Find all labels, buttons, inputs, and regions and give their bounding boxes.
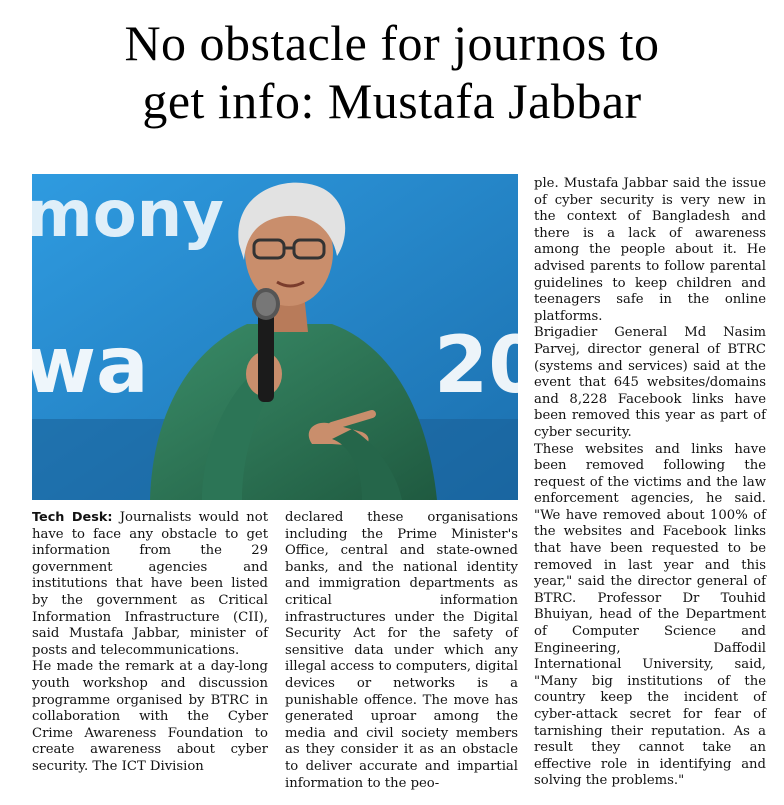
article-paragraph: declared these organisations including the Prime Minister's Office, central and state-owned banks, and the national identity and immigration departments as critical information infrastructures under the Digital Security Act for the safety of sensitive data under which any illegal access to computers, digital devices or networks is a punishable offence. The move has generated uproar among the media and civil society members as they consider it as an obstacle to deliver accurate and impartial information to the peo- [285, 510, 518, 791]
article-column-1 [32, 510, 268, 776]
article-column-2 [285, 510, 518, 792]
article-column-3 [534, 176, 766, 790]
paragraph-text: Journalists would not have to face any obstacle to get information from the 29 government agencies and institutions that have been listed by the government as Critical Information Infrastructure (CII), said Mustafa Jabbar, minister of posts and telecommunications. [32, 510, 268, 658]
backdrop-text-bottom: wa [24, 321, 149, 411]
headline-line-1: No obstacle for journos to [124, 15, 660, 71]
article-paragraph: He made the remark at a day-long youth workshop and discussion programme organised by BTRC in collaboration with the Cyber Crime Awareness Foundation to create awareness about cyber security. The ICT Division [32, 659, 268, 774]
headline-line-2: get info: Mustafa Jabbar [142, 73, 642, 129]
article-photo [24, 174, 543, 500]
article-paragraph: ple. Mustafa Jabbar said the issue of cyber security is very new in the context of Bangladesh and there is a lack of awareness among the people about it. He advised parents to follow parental guidelines to keep children and teenagers safe in the online platforms. [534, 176, 766, 324]
headline [0, 14, 784, 130]
backdrop-text-right: 20 [434, 321, 543, 411]
article-paragraph [32, 510, 268, 659]
photo-illustration [24, 174, 543, 500]
article-paragraph: These websites and links have been removed following the request of the victims and the law enforcement agencies, he said. "We have removed about 100% of the websites and Facebook links that have been requested to be removed in last year and this year," said the director general of BTRC. Professor Dr Touhid Bhuiyan, head of the Department of Computer Science and Engineering, Daffodil International University, said, "Many big institutions of the country keep the incident of cyber-attack secret for fear of tarnishing their reputation. As a result they cannot take an effective role in identifying and solving the problems." [534, 441, 766, 789]
backdrop-text-top: mony [26, 178, 224, 252]
article-paragraph: Brigadier General Md Nasim Parvej, director general of BTRC (systems and services) said at the event that 645 websites/domains and 8,228 Facebook links have been removed this year as part of cyber security. [534, 325, 766, 440]
byline: Tech Desk: [32, 510, 113, 525]
